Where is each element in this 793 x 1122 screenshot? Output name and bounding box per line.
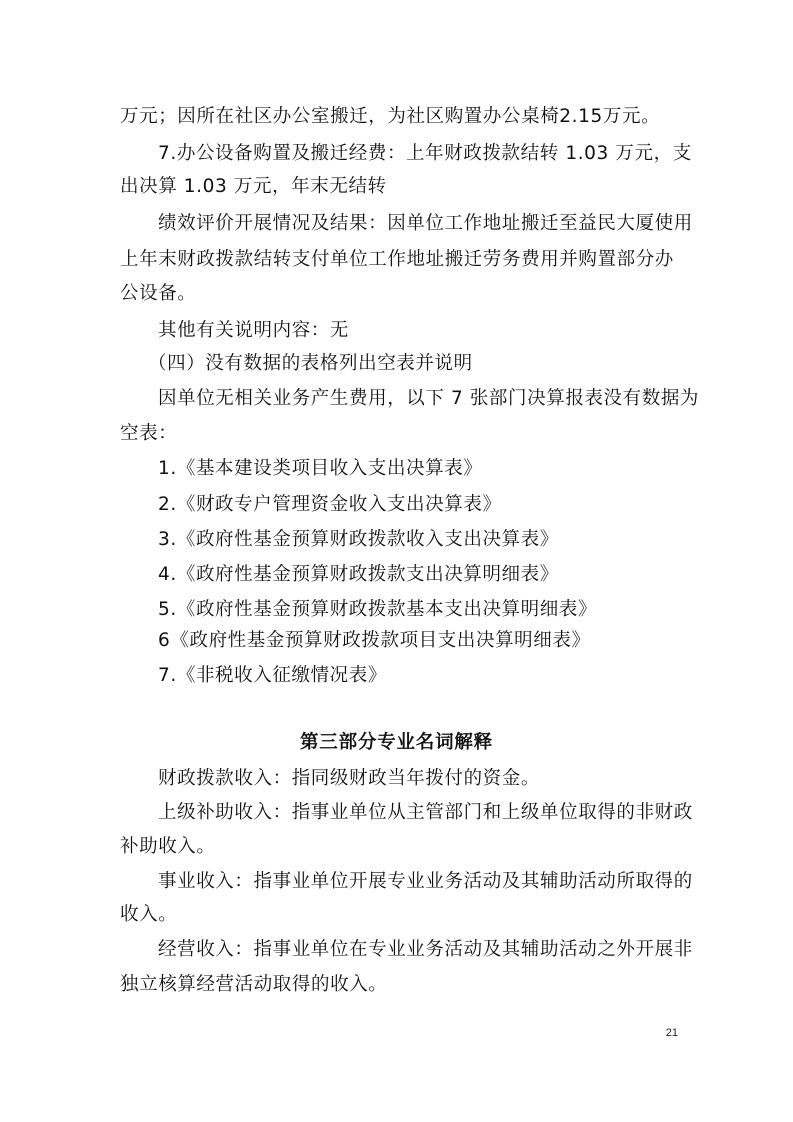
- list-item: 3.《政府性基金预算财政拨款收入支出决算表》: [158, 529, 559, 550]
- body-line: 空表：: [120, 423, 178, 444]
- body-line: 7.办公设备购置及搬迁经费：上年财政拨款结转 1.03 万元，支: [158, 143, 692, 164]
- glossary-line: 经营收入：指事业单位在专业业务活动及其辅助活动之外开展非: [158, 939, 693, 960]
- body-line: 其他有关说明内容：无: [158, 320, 350, 341]
- glossary-line: 上级补助收入：指事业单位从主管部门和上级单位取得的非财政: [158, 802, 693, 823]
- body-line: 公设备。: [120, 283, 197, 304]
- list-item: 6《政府性基金预算财政拨款项目支出决算明细表》: [158, 630, 591, 651]
- body-line: 上年末财政拨款结转支付单位工作地址搬迁劳务费用并购置部分办: [120, 249, 674, 270]
- list-item: 2.《财政专户管理资金收入支出决算表》: [158, 494, 502, 515]
- glossary-line: 财政拨款收入：指同级财政当年拨付的资金。: [158, 768, 541, 789]
- page-number: 21: [665, 1027, 678, 1039]
- list-item: 7.《非税收入征缴情况表》: [158, 665, 387, 686]
- glossary-line: 补助收入。: [120, 836, 216, 857]
- list-item: 4.《政府性基金预算财政拨款支出决算明细表》: [158, 564, 559, 585]
- glossary-line: 收入。: [120, 904, 178, 925]
- section-title: 第三部分专业名词解释: [299, 732, 493, 753]
- glossary-line: 独立核算经营活动取得的收入。: [120, 974, 388, 995]
- body-line: 绩效评价开展情况及结果：因单位工作地址搬迁至益民大厦使用: [158, 213, 693, 234]
- body-line: 出决算 1.03 万元，年末无结转: [120, 176, 387, 197]
- glossary-line: 事业收入：指事业单位开展专业业务活动及其辅助活动所取得的: [158, 871, 693, 892]
- list-item: 1.《基本建设类项目收入支出决算表》: [158, 458, 483, 479]
- body-line: （四）没有数据的表格列出空表并说明: [148, 353, 473, 374]
- body-line: 因单位无相关业务产生费用，以下 7 张部门决算报表没有数据为: [158, 388, 700, 409]
- body-line: 万元；因所在社区办公室搬迁，为社区购置办公桌椅2.15万元。: [120, 106, 661, 127]
- list-item: 5.《政府性基金预算财政拨款基本支出决算明细表》: [158, 599, 598, 620]
